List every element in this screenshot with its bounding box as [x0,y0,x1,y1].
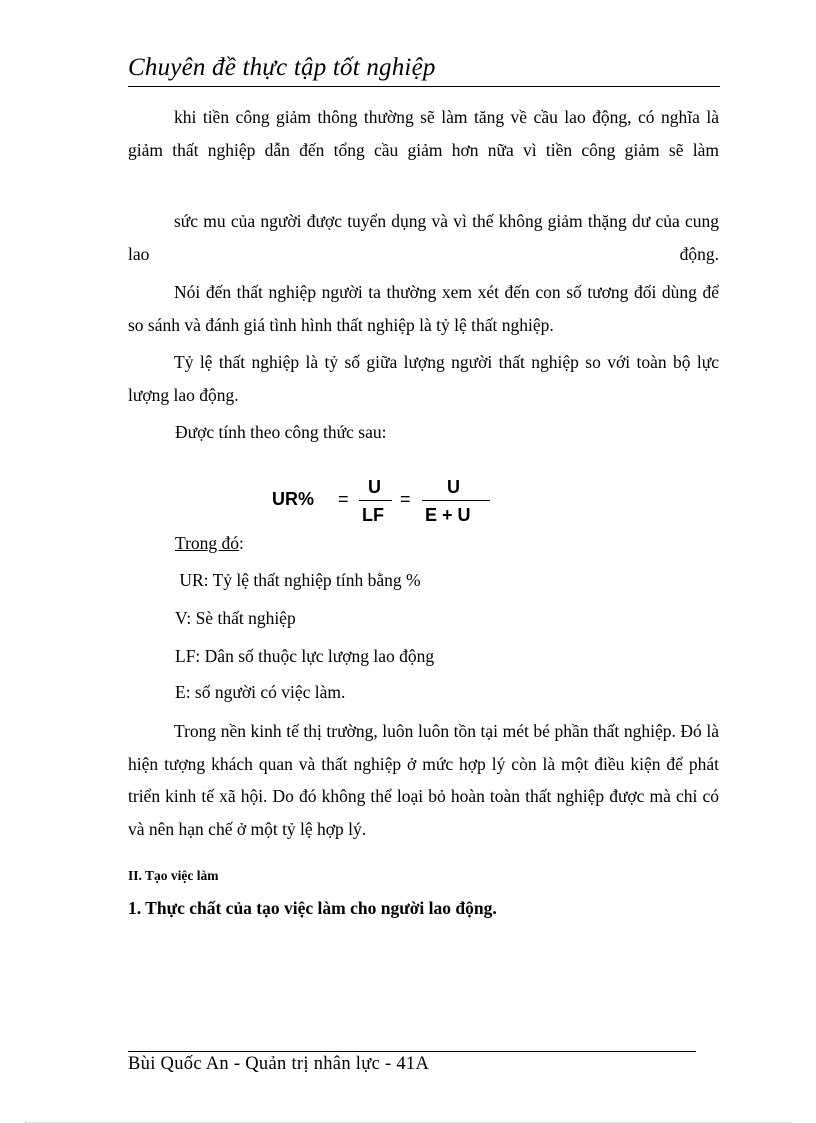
formula-equals-2: = [400,489,411,509]
formula-lhs: UR% [272,489,315,509]
page-header-title: Chuyên đề thực tập tốt nghiệp [128,54,436,81]
formula-denominator-1: LF [362,505,384,525]
formula-fraction-bar-2 [422,500,490,501]
definition-e: E: số người có việc làm. [175,682,346,702]
footer-rule [128,1051,696,1052]
formula-fraction-bar-1 [359,500,392,501]
paragraph-unemployment-rate-definition: Tỷ lệ thất nghiệp là tỷ số giữa lượng người thất nghiệp so với toàn bộ lực lượng lao động. [128,352,719,405]
where-label-colon: : [239,533,244,553]
definition-ur: UR: Tỷ lệ thất nghiệp tính bằng % [175,570,421,590]
section-heading: II. Tạo việc làm [128,868,219,883]
formula-equals-1: = [338,489,349,509]
header-rule [128,86,720,87]
subsection-heading: 1. Thực chất của tạo việc làm cho người lao động. [128,898,497,918]
paragraph-market-unemployment: Trong nền kinh tế thị trường, luôn luôn tồn tại mét bé phần thất nghiệp. Đó là hiện tượng khách quan và thất nghiệp ở mức hợp lý còn là một điều kiện để phát triển kinh tế xã hội. Do đó không thể loại bỏ hoàn toàn thất nghiệp được mà chỉ có và nên hạn chế ở một tỷ lệ hợp lý. [128,721,719,839]
page-footer: Bùi Quốc An - Quản trị nhân lực - 41A [128,1054,430,1074]
where-label-line [175,531,244,555]
unemployment-rate-formula [272,474,502,530]
paragraph-demand: sức mu của người được tuyển dụng và vì thế không giảm thặng dư của cung lao động. [128,211,719,264]
formula-intro: Được tính theo công thức sau: [175,422,387,442]
formula-numerator-1: U [368,477,381,497]
paragraph-wage: khi tiền công giảm thông thường sẽ làm tăng về cầu lao động, có nghĩa là giảm thất nghiệp dẫn đến tổng cầu giảm hơn nữa vì tiền công giảm sẽ làm [128,107,719,160]
definition-v: V: Sè thất nghiệp [175,608,296,628]
paragraph-unemployment-rate-intro: Nói đến thất nghiệp người ta thường xem xét đến con số tương đối dùng để so sánh và đánh giá tình hình thất nghiệp là tỷ lệ thất nghiệp. [128,282,719,335]
where-label: Trong đó [175,533,240,553]
formula-numerator-2: U [447,477,460,497]
definition-lf: LF: Dân số thuộc lực lượng lao động [175,646,435,666]
formula-denominator-2: E + U [425,505,471,525]
